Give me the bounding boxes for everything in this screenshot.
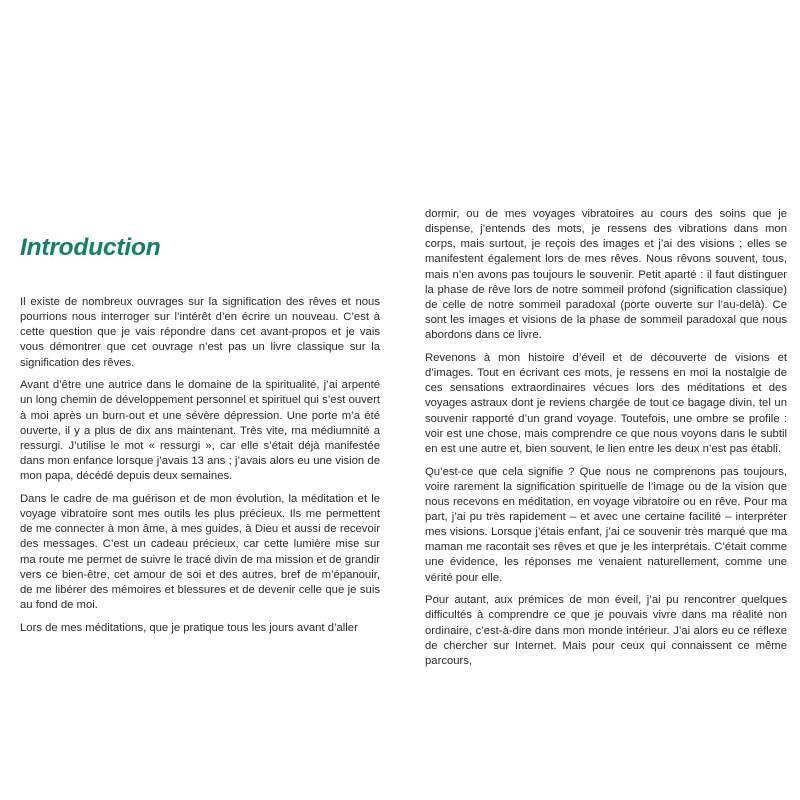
right-page-body xyxy=(425,207,787,677)
chapter-title: Introduction xyxy=(20,234,161,261)
paragraph: Dans le cadre de ma guérison et de mon évolution, la méditation et le voyage vibratoire sont mes outils les plus précieux. Ils me permettent de me connecter à mon âme, à mes guides, à Dieu et aussi de recevoir des messages. C’est un cadeau précieux, car cette lumière mise sur ma route me permet de suivre le tracé divin de ma mission et de grandir vers ce bien-être, cet amour de soi et des autres, bref de m’épanouir, de me libérer des mémoires et blessures et de devenir celle que je suis au fond de moi. xyxy=(20,492,380,611)
paragraph: Qu’est-ce que cela signifie ? Que nous ne comprenons pas toujours, voire rarement la signification spirituelle de l’image ou de la vision que nous recevons en méditation, en voyage vibratoire ou en rêve. Pour ma part, j’ai pu très rapidement – et avec une certaine facilité – interpréter mes visions. Lorsque j’étais enfant, j’ai ce souvenir très marqué que ma maman me racontait ses rêves et que je les interprétais. C’était comme une évidence, les réponses me venaient naturellement, comme une vérité pour elle. xyxy=(425,465,787,584)
left-page-body xyxy=(20,295,380,643)
paragraph: dormir, ou de mes voyages vibratoires au cours des soins que je dispense, j’entends des mots, je ressens des vibrations dans mon corps, mais surtout, je reçois des images et j’ai des visions ; elles se manifestent également lors de mes rêves. Nous rêvons souvent, tous, mais n’en avons pas toujours le souvenir. Petit aparté : il faut distinguer la phase de rêve lors de notre sommeil profond (signification classique) de celle de notre sommeil paradoxal (porte ouverte sur l’au-delà). Ce sont les images et visions de la phase de sommeil paradoxal que nous abordons dans ce livre. xyxy=(425,208,787,342)
paragraph: Avant d’être une autrice dans le domaine de la spiritualité, j’ai arpenté un long chemin de développement personnel et spirituel qui s’est ouvert à moi après un burn-out et une sévère dépression. Une porte m’a été ouverte, il y a plus de dix ans maintenant. Très vite, ma médiumnité a ressurgi. J’utilise le mot « ressurgi », car elle s’était déjà manifestée dans mon enfance lorsque j’avais 13 ans ; j’avais alors eu une vision de mon papa, décédé depuis deux semaines. xyxy=(20,379,380,483)
right-page xyxy=(400,0,800,800)
paragraph: Lors de mes méditations, que je pratique tous les jours avant d’aller xyxy=(20,621,358,634)
paragraph: Revenons à mon histoire d’éveil et de découverte de visions et d’images. Tout en écrivant ces mots, je ressens en moi la nostalgie de ces sensations extraordinaires vécues lors des méditations et des voyages astraux dont je reviens chargée de tout ce bagage divin, tel un souvenir rapporté d’un grand voyage. Toutefois, une ombre se profile : voir est une chose, mais comprendre ce que nous voyons dans le subtil en est une autre et, bien souvent, le lien entre les deux n’est pas établi. xyxy=(425,351,787,455)
paragraph: Il existe de nombreux ouvrages sur la signification des rêves et nous pourrions nous interroger sur l’intérêt d’en écrire un nouveau. C’est à cette question que je vais répondre dans cet avant-propos et je vais vous démontrer que cet ouvrage n’est pas un livre classique sur la signification des rêves. xyxy=(20,296,380,369)
paragraph: Pour autant, aux prémices de mon éveil, j’ai pu rencontrer quelques difficultés à comprendre ce que je pouvais vivre dans ma réalité non ordinaire, c’est-à-dire dans mon monde intérieur. J’ai alors eu ce réflexe de chercher sur Internet. Mais pour ceux qui connaissent ce même parcours, xyxy=(425,594,787,667)
